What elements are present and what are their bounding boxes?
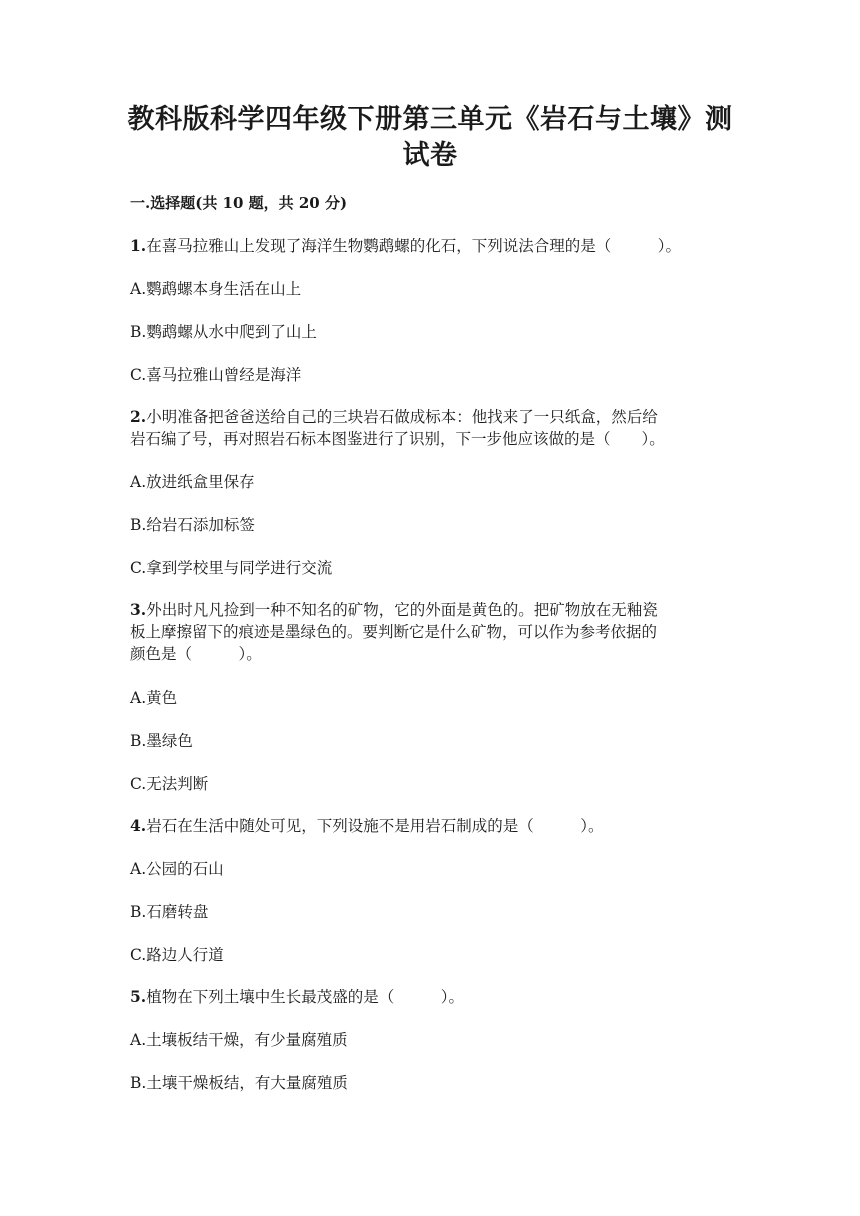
question-text-line-2: 板上摩擦留下的痕迹是墨绿色的。要判断它是什么矿物，可以作为参考依据的 <box>130 623 658 641</box>
question-text: 在喜马拉雅山上发现了海洋生物鹦鹉螺的化石，下列说法合理的是（ ）。 <box>146 237 681 255</box>
question-3 <box>130 599 730 665</box>
question-4 <box>130 815 730 837</box>
question-number: 3. <box>130 600 147 619</box>
question-text-line-2: 岩石编了号，再对照岩石标本图鉴进行了识别，下一步他应该做的是（ ）。 <box>130 430 665 448</box>
section-heading: 一.选择题(共 10 题，共 20 分) <box>130 194 348 212</box>
question-5 <box>130 986 730 1008</box>
question-5-option-a: A.土壤板结干燥，有少量腐殖质 <box>130 1031 348 1049</box>
question-1-option-a: A.鹦鹉螺本身生活在山上 <box>130 280 302 298</box>
question-1-option-c: C.喜马拉雅山曾经是海洋 <box>130 366 302 384</box>
question-4-option-b: B.石磨转盘 <box>130 903 209 921</box>
question-number: 5. <box>130 987 147 1006</box>
question-3-option-c: C.无法判断 <box>130 775 209 793</box>
question-text: 岩石在生活中随处可见，下列设施不是用岩石制成的是（ ）。 <box>146 817 604 835</box>
question-4-option-c: C.路边人行道 <box>130 946 224 964</box>
question-3-option-a: A.黄色 <box>130 689 178 707</box>
page-title <box>120 102 740 174</box>
question-5-option-b: B.土壤干燥板结，有大量腐殖质 <box>130 1074 348 1092</box>
question-text-line-1: 外出时凡凡捡到一种不知名的矿物，它的外面是黄色的。把矿物放在无釉瓷 <box>146 601 658 619</box>
title-line-1: 教科版科学四年级下册第三单元《岩石与土壤》测 <box>127 104 733 135</box>
question-1 <box>130 235 730 257</box>
question-number: 1. <box>130 236 147 255</box>
title-line-2: 试卷 <box>402 140 458 171</box>
question-1-option-b: B.鹦鹉螺从水中爬到了山上 <box>130 323 317 341</box>
question-2-option-a: A.放进纸盒里保存 <box>130 473 255 491</box>
question-text: 植物在下列土壤中生长最茂盛的是（ ）。 <box>146 988 464 1006</box>
question-2 <box>130 406 730 450</box>
question-2-option-b: B.给岩石添加标签 <box>130 516 255 534</box>
question-4-option-a: A.公园的石山 <box>130 860 224 878</box>
question-3-option-b: B.墨绿色 <box>130 732 193 750</box>
question-2-option-c: C.拿到学校里与同学进行交流 <box>130 559 333 577</box>
question-text-line-1: 小明准备把爸爸送给自己的三块岩石做成标本：他找来了一只纸盒，然后给 <box>146 408 658 426</box>
question-number: 2. <box>130 407 147 426</box>
question-text-line-3: 颜色是（ ）。 <box>130 645 262 663</box>
question-number: 4. <box>130 816 147 835</box>
